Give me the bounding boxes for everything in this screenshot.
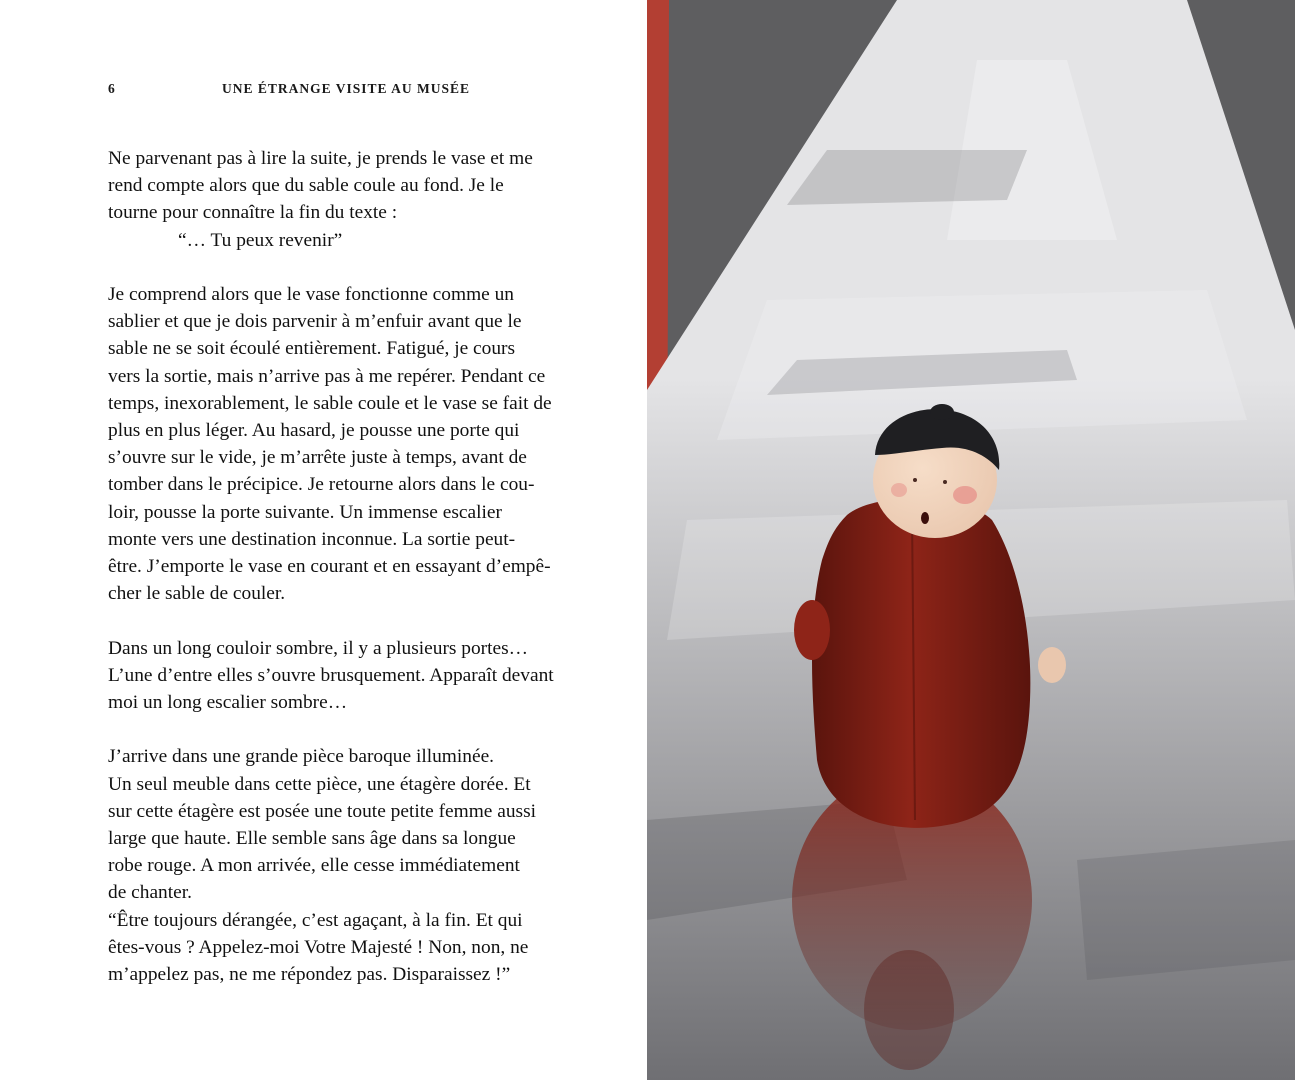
running-head: [108, 81, 568, 101]
text-line: J’arrive dans une grande pièce baroque illuminée.: [108, 746, 495, 768]
book-title: UNE ÉTRANGE VISITE AU MUSÉE: [222, 81, 471, 96]
text-line: “… Tu peux revenir”: [178, 229, 343, 251]
text-line: robe rouge. A mon arrivée, elle cesse immédiatement: [108, 855, 520, 877]
text-line: sable ne se soit écoulé entièrement. Fatigué, je cours: [108, 338, 516, 360]
page-number: 6: [108, 81, 116, 96]
text-line: plus en plus léger. Au hasard, je pousse une porte qui: [108, 420, 520, 442]
paragraph-3: [108, 635, 568, 717]
paragraph-1: [108, 145, 568, 254]
text-line: être. J’emporte le vase en courant et en essayant d’empê-: [108, 556, 551, 578]
left-page: [0, 0, 647, 1080]
text-line: temps, inexorablement, le sable coule et le vase se fait de: [108, 392, 552, 414]
paragraph-4: [108, 743, 568, 988]
text-line: large que haute. Elle semble sans âge dans sa longue: [108, 828, 516, 850]
text-line: m’appelez pas, ne me répondez pas. Disparaissez !”: [108, 964, 511, 986]
figurine-photo: [647, 0, 1295, 1080]
text-line: vers la sortie, mais n’arrive pas à me repérer. Pendant ce: [108, 365, 546, 387]
text-line: Ne parvenant pas à lire la suite, je prends le vase et me: [108, 148, 533, 169]
text-line: de chanter.: [108, 882, 192, 904]
text-line: L’une d’entre elles s’ouvre brusquement. Apparaît devant: [108, 664, 554, 686]
text-line: rend compte alors que du sable coule au fond. Je le: [108, 175, 504, 197]
text-line: sur cette étagère est posée une toute petite femme aussi: [108, 800, 537, 822]
text-line: sablier et que je dois parvenir à m’enfuir avant que le: [108, 311, 522, 333]
text-line: “Être toujours dérangée, c’est agaçant, à la fin. Et qui: [108, 909, 523, 931]
text-line: monte vers une destination inconnue. La sortie peut-: [108, 528, 516, 550]
right-page-photo: [647, 0, 1295, 1080]
text-line: Je comprend alors que le vase fonctionne comme un: [108, 284, 514, 305]
text-line: tourne pour connaître la fin du texte :: [108, 202, 398, 224]
text-line: loir, pousse la porte suivante. Un immense escalier: [108, 501, 502, 523]
paragraph-2: [108, 281, 568, 607]
text-line: êtes-vous ? Appelez-moi Votre Majesté ! Non, non, ne: [108, 936, 529, 958]
text-line: s’ouvre sur le vide, je m’arrête juste à temps, avant de: [108, 447, 527, 469]
text-line: Un seul meuble dans cette pièce, une étagère dorée. Et: [108, 773, 531, 795]
text-line: cher le sable de couler.: [108, 583, 286, 605]
text-line: Dans un long couloir sombre, il y a plusieurs portes…: [108, 637, 529, 659]
body-text: [108, 145, 568, 1015]
text-line: moi un long escalier sombre…: [108, 692, 348, 714]
text-line: tomber dans le précipice. Je retourne alors dans le cou-: [108, 474, 535, 496]
